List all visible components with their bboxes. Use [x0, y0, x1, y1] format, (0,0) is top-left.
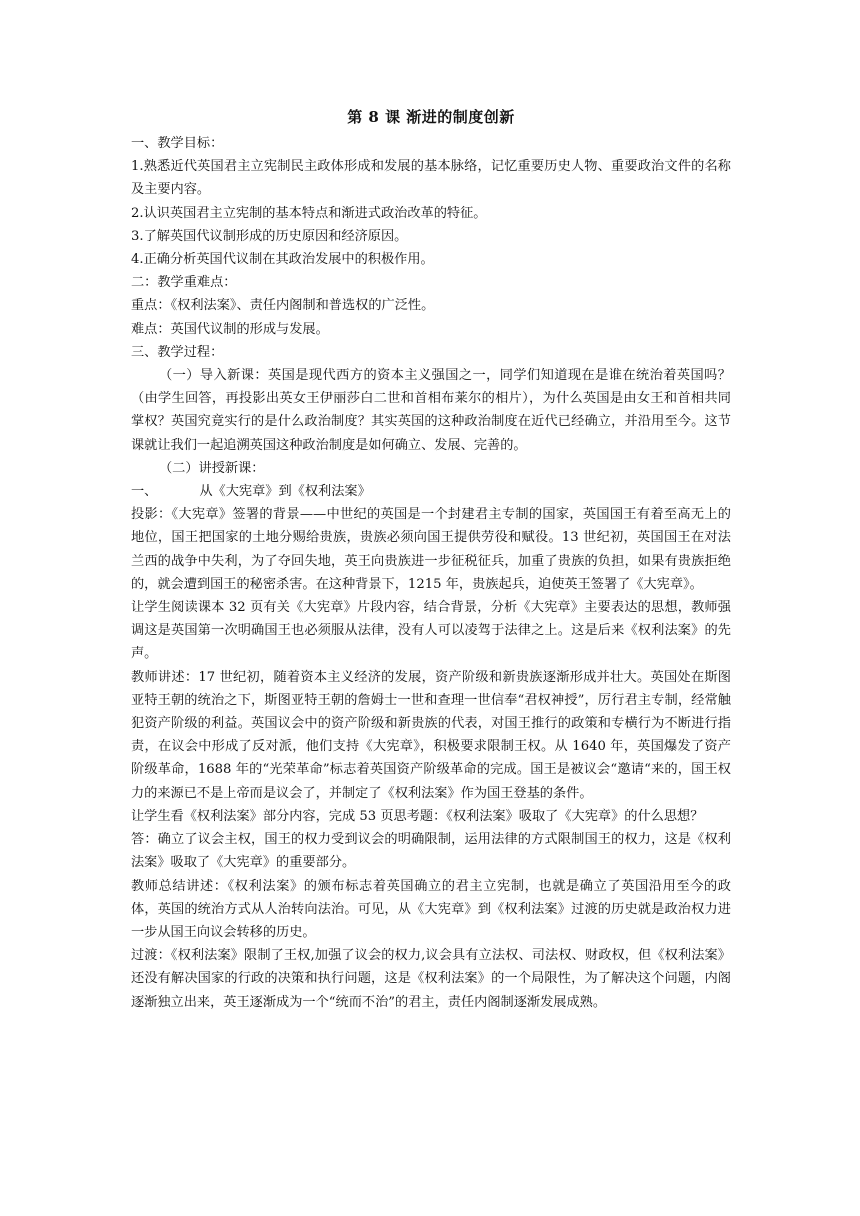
question-paragraph: 让学生看《权利法案》部分内容，完成 53 页思考题：《权利法案》吸取了《大宪章》的什么思想？: [131, 808, 704, 824]
page-title: 第 8 课 渐进的制度创新: [347, 108, 515, 126]
objective-item-1: 1.熟悉近代英国君主立宪制民主政体形成和发展的基本脉络，记忆重要历史人物、重要政治文件的名称及主要内容。: [131, 159, 731, 198]
projection-paragraph: 投影：《大宪章》签署的背景——中世纪的英国是一个封建君主专制的国家，英国国王有着至高无上的地位，国王把国家的土地分赐给贵族，贵族必须向国王提供劳役和赋役。13 世纪初，英国国王在对法兰西的战争中失利，为了夺回失地，英王向贵族进一步征税征兵，加重了贵族的负担，如果有贵族拒绝的，就会遭到国王的秘密杀害。在这种背景下，1215 年，贵族起兵，迫使英王签署了《大宪章》。: [131, 507, 731, 592]
intro-paragraph: （一）导入新课：英国是现代西方的资本主义强国之一，同学们知道现在是谁在统治着英国吗？（由学生回答，再投影出英女王伊丽莎白二世和首相布莱尔的相片），为什么英国是由女王和首相共同掌权？英国究竟实行的是什么政治制度？其实英国的这种政治制度在近代已经确立，并沿用至今。这节课就让我们一起追溯英国这种政治制度是如何确立、发展、完善的。: [131, 368, 731, 453]
objective-item-2: 2.认识英国君主立宪制的基本特点和渐进式政治改革的特征。: [131, 205, 487, 221]
key-point-text: 重点：《权利法案》、责任内阁制和普选权的广泛性。: [131, 298, 435, 314]
section-heading-process: 三、教学过程：: [131, 344, 224, 360]
objective-item-3: 3.了解英国代议制形成的历史原因和经济原因。: [131, 228, 408, 244]
section-heading-objectives: 一、教学目标：: [131, 136, 224, 151]
part-one-heading: [131, 480, 731, 503]
transition-paragraph: 过渡：《权利法案》限制了王权,加强了议会的权力,议会具有立法权、司法权、财政权，但《权利法案》还没有解决国家的行政的决策和执行问题，这是《权利法案》的一个局限性，为了解决这个问题，内阁逐渐独立出来，英王逐渐成为一个“统而不治”的君主，责任内阁制逐渐发展成熟。: [131, 948, 731, 1010]
section-heading-key-points: 二：教学重难点：: [131, 275, 237, 291]
document-body: [131, 104, 731, 1014]
teacher-summary-paragraph: 教师总结讲述：《权利法案》的颁布标志着英国确立的君主立宪制，也就是确立了英国沿用至今的政体，英国的统治方式从人治转向法治。可见，从《大宪章》到《权利法案》过渡的历史就是政治权力进一步从国王向议会转移的历史。: [131, 878, 731, 940]
part-one-title: 从《大宪章》到《权利法案》: [199, 484, 371, 500]
reading-task-paragraph: 让学生阅读课本 32 页有关《大宪章》片段内容，结合背景，分析《大宪章》主要表达的思想，教师强调这是英国第一次明确国王也必须服从法律，没有人可以凌驾于法律之上。这是后来《权利法案》的先声。: [131, 600, 731, 662]
subsection-heading-new-lesson: （二）讲授新课：: [159, 460, 265, 476]
difficult-point-text: 难点：英国代议制的形成与发展。: [131, 321, 329, 337]
teacher-narration-paragraph: 教师讲述：17 世纪初，随着资本主义经济的发展，资产阶级和新贵族逐渐形成并壮大。英国处在斯图亚特王朝的统治之下，斯图亚特王朝的詹姆士一世和查理一世信奉“君权神授”，厉行君主专制，经常触犯资产阶级的利益。英国议会中的资产阶级和新贵族的代表，对国王推行的政策和专横行为不断进行指责，在议会中形成了反对派，他们支持《大宪章》，积极要求限制王权。从 1640 年，英国爆发了资产阶级革命，1688 年的“光荣革命”标志着英国资产阶级革命的完成。国王是被议会“邀请“来的，国王权力的来源已不是上帝而是议会了，并制定了《权利法案》作为国王登基的条件。: [131, 669, 731, 801]
part-one-number: 一、: [131, 484, 158, 500]
objective-item-4: 4.正确分析英国代议制在其政治发展中的积极作用。: [131, 252, 434, 268]
answer-paragraph: 答：确立了议会主权，国王的权力受到议会的明确限制，运用法律的方式限制国王的权力，这是《权利法案》吸取了《大宪章》的重要部分。: [131, 832, 731, 871]
